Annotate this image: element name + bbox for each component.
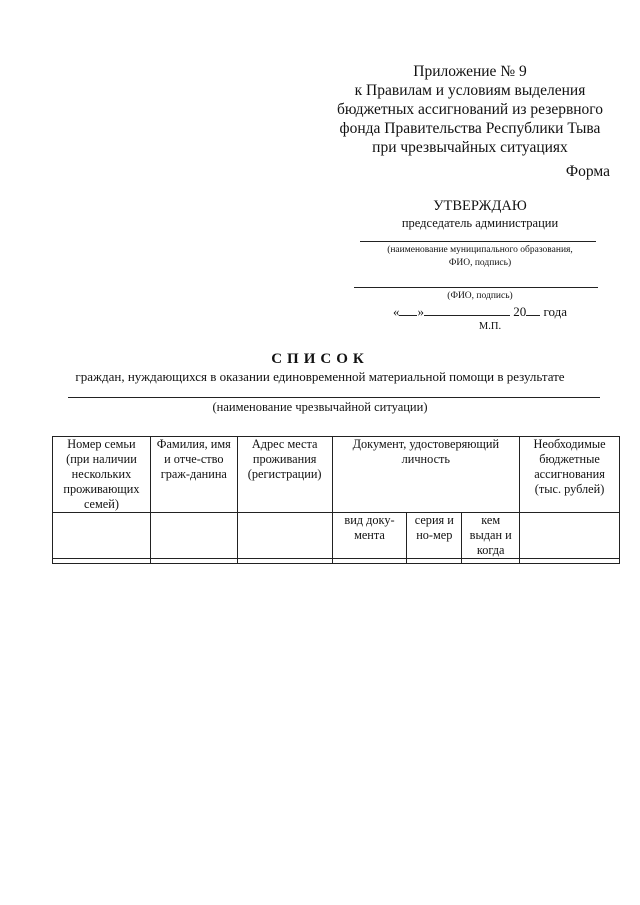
- table-cell[interactable]: [407, 559, 462, 564]
- seal-mark: М.П.: [478, 321, 502, 332]
- appendix-line: при чрезвычайных ситуациях: [372, 139, 568, 156]
- appendix-line: к Правилам и условиям выделения: [354, 82, 586, 99]
- approval-block: [340, 198, 620, 333]
- header-full-name: Фамилия, имя и отче-ство граж-данина: [150, 437, 237, 513]
- appendix-header: [300, 62, 640, 157]
- header-budget-allocations: Необходимые бюджетные ассигнования (тыс. рублей): [520, 437, 620, 513]
- approval-position: председатель администрации: [401, 216, 559, 230]
- approval-title: УТВЕРЖДАЮ: [433, 198, 527, 214]
- appendix-line: бюджетных ассигнований из резервного: [336, 101, 604, 118]
- date-open-quote: «: [392, 304, 400, 319]
- date-year-blank[interactable]: [526, 315, 540, 316]
- situation-line[interactable]: [68, 397, 600, 398]
- header-address: Адрес места проживания (регистрации): [237, 437, 332, 513]
- subheader-series-number: серия и но-мер: [407, 513, 462, 559]
- header-identity-document: Документ, удостоверяющий личность: [332, 437, 520, 513]
- appendix-line: Приложение № 9: [413, 63, 527, 80]
- municipal-note-2: ФИО, подпись): [448, 258, 512, 268]
- date-close-quote: »: [417, 304, 424, 319]
- date-year-prefix: 20: [513, 304, 527, 319]
- date-year-suffix: года: [543, 304, 568, 319]
- form-mark: Форма: [565, 163, 610, 180]
- cell-empty: [237, 513, 332, 559]
- cell-empty: [520, 513, 620, 559]
- table-cell[interactable]: [462, 559, 520, 564]
- date-month-blank[interactable]: [424, 315, 510, 316]
- fio-note: (ФИО, подпись): [447, 291, 513, 301]
- situation-label: (наименование чрезвычайной ситуации): [212, 400, 428, 414]
- table-cell[interactable]: [520, 559, 620, 564]
- cell-empty: [53, 513, 151, 559]
- table-cell[interactable]: [53, 559, 151, 564]
- date-day-blank[interactable]: [399, 315, 417, 316]
- table-row[interactable]: [53, 559, 620, 564]
- table-subheader-row: [53, 513, 620, 559]
- list-subtitle: граждан, нуждающихся в оказании единовременной материальной помощи в результате: [75, 369, 565, 384]
- cell-empty: [150, 513, 237, 559]
- list-title: СПИСОК: [271, 351, 369, 367]
- table-header-row: [53, 437, 620, 513]
- header-family-number: Номер семьи (при наличии нескольких проживающих семей): [53, 437, 151, 513]
- subheader-document-type: вид доку-мента: [332, 513, 407, 559]
- approval-date: [340, 304, 620, 320]
- appendix-line: фонда Правительства Республики Тыва: [339, 120, 601, 137]
- municipal-signature-line[interactable]: [360, 241, 596, 242]
- citizens-table: [52, 436, 620, 564]
- municipal-note-1: (наименование муниципального образования,: [387, 245, 573, 255]
- table-cell[interactable]: [332, 559, 407, 564]
- table-cell[interactable]: [237, 559, 332, 564]
- table-cell[interactable]: [150, 559, 237, 564]
- subheader-issued-by: кем выдан и когда: [462, 513, 520, 559]
- fio-signature-line[interactable]: [354, 287, 598, 288]
